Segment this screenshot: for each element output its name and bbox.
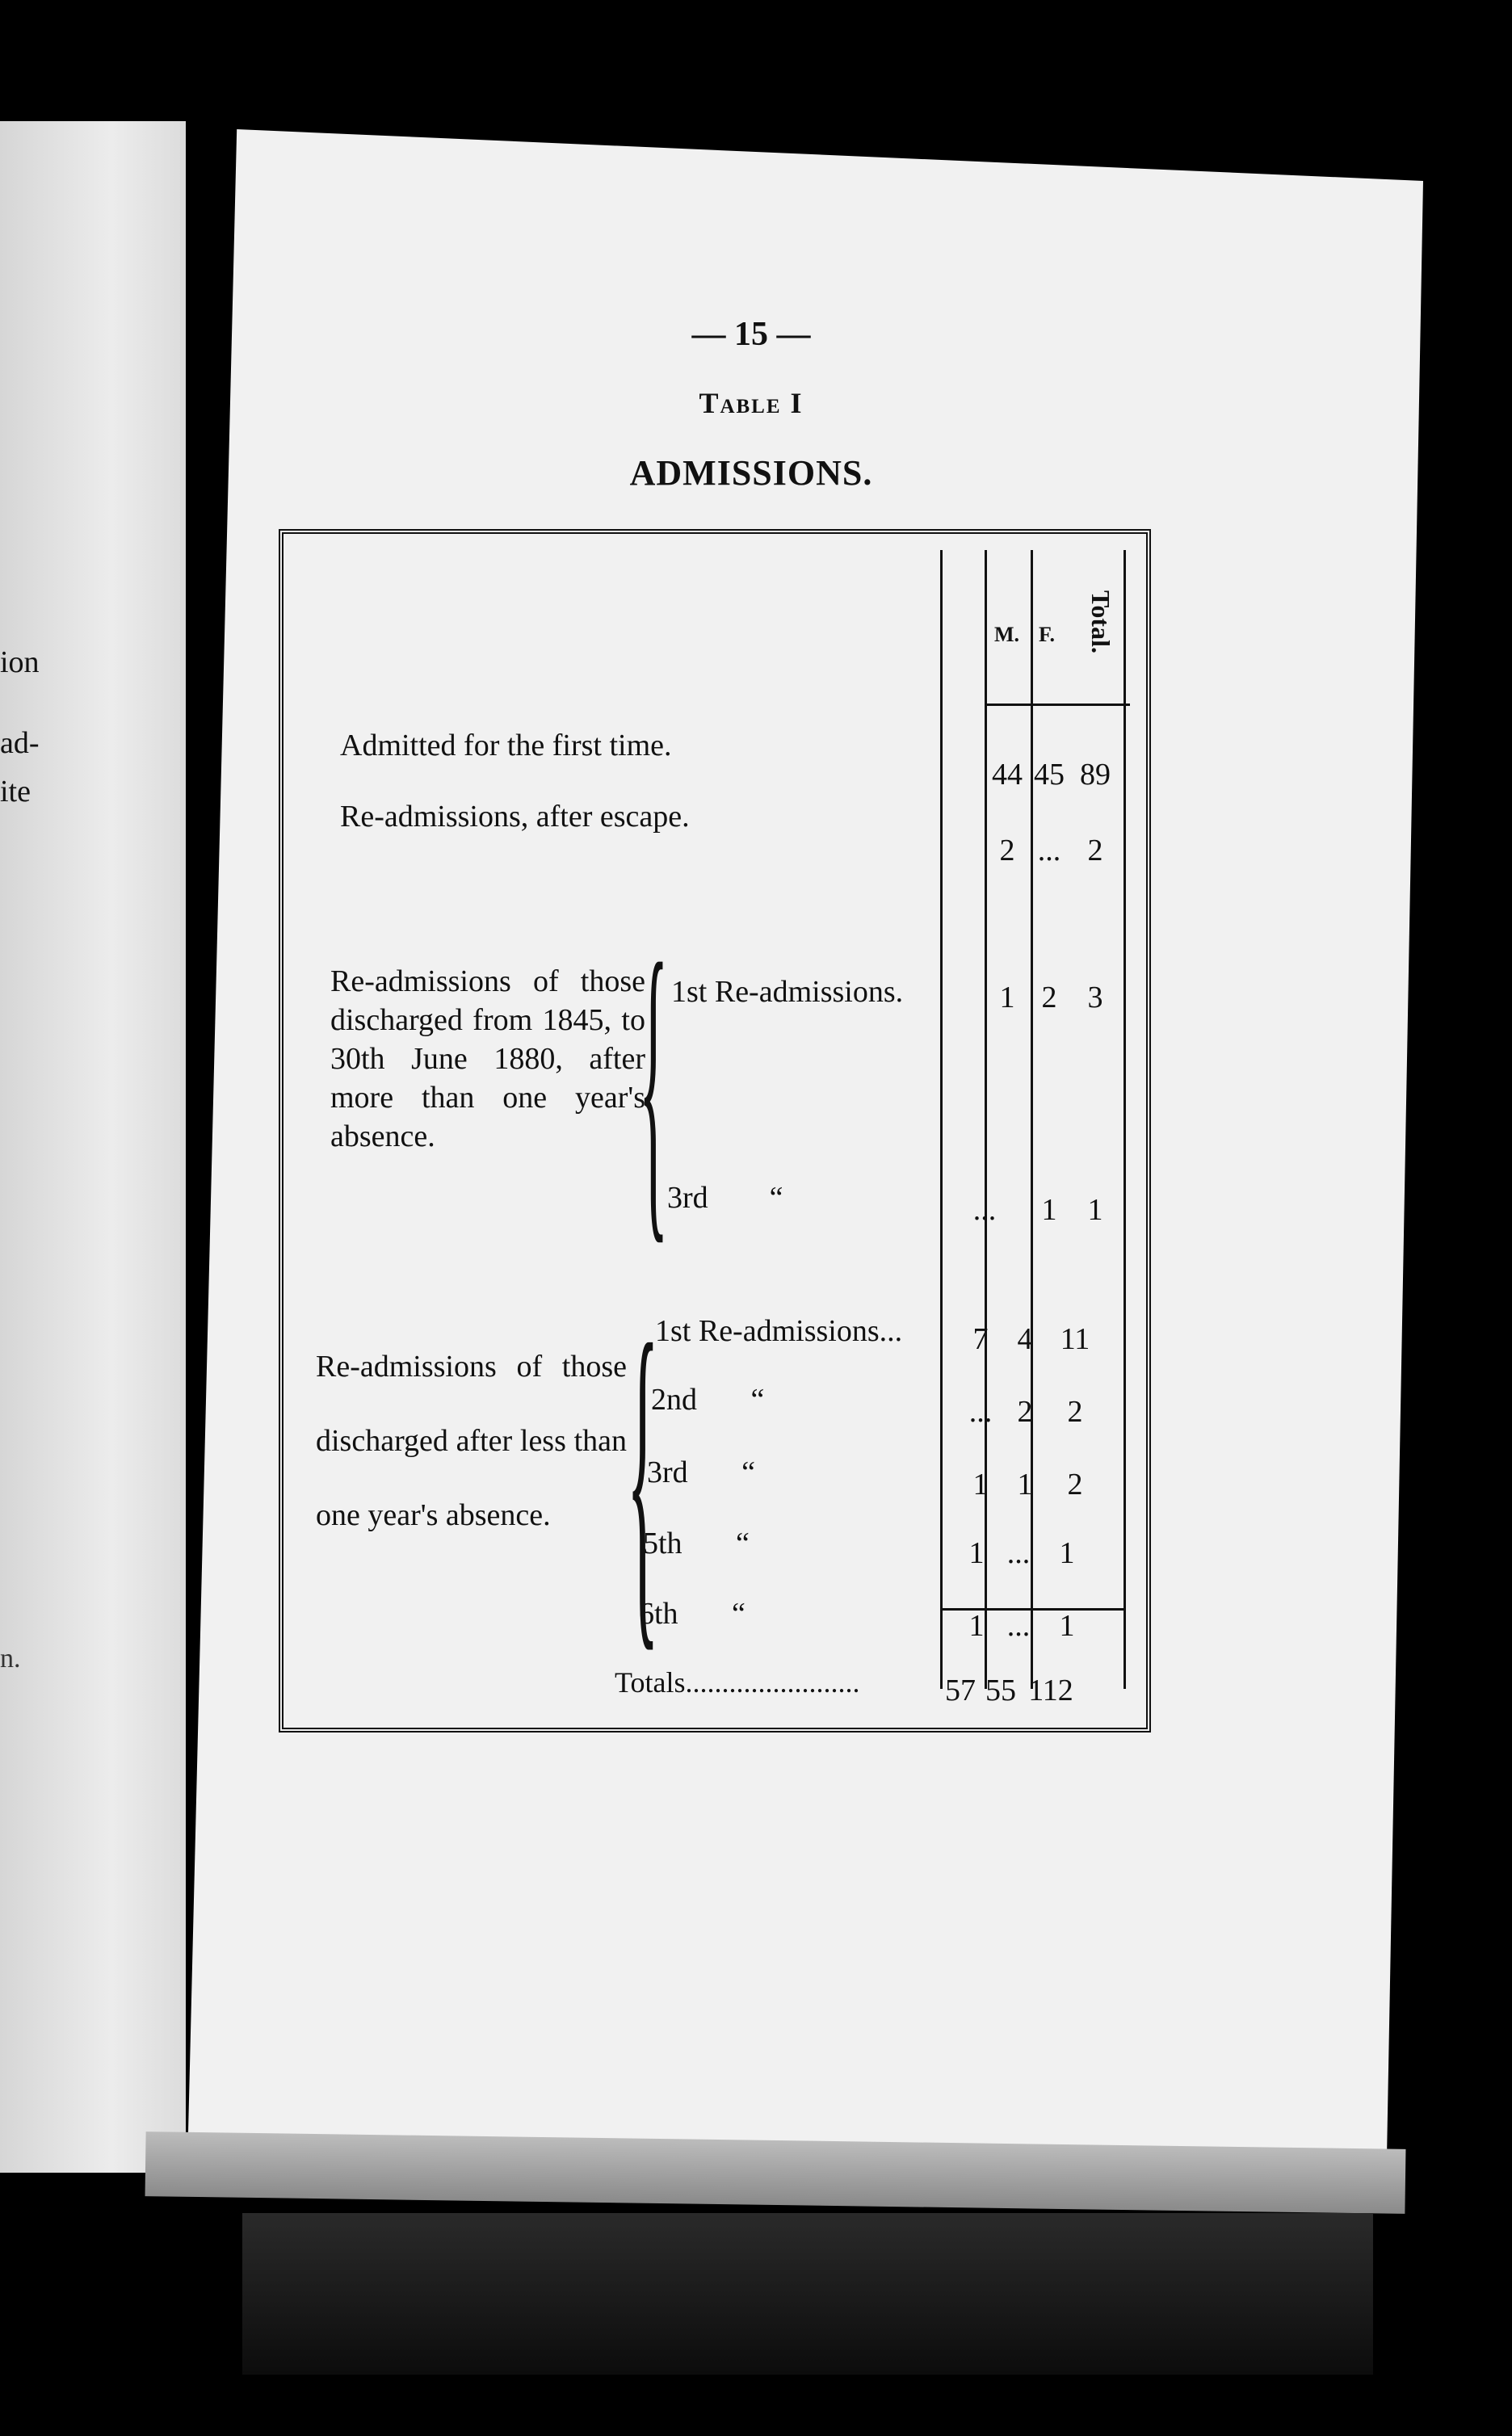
left-page-text-lower: [0, 1640, 48, 1678]
group1-description: Re-admissions of those discharged from 1845, to 30th June 1880, after more than one year's absence.: [330, 964, 645, 1153]
grand-total: 112: [1028, 1674, 1073, 1707]
left-page-text: [0, 638, 48, 816]
column-header-f: F.: [1039, 623, 1055, 646]
column-rule: [985, 550, 987, 1689]
group2-row-label: 1st Re-admissions...: [655, 1314, 903, 1348]
cell-m: 1: [999, 981, 1015, 1014]
cell-f: 1: [1041, 1193, 1057, 1227]
column-header-total: Total.: [1086, 590, 1115, 653]
cell-total: 2: [1087, 834, 1103, 867]
cell-total: 11: [1060, 1322, 1090, 1356]
cell-total: 2: [1067, 1395, 1083, 1429]
cell-f: 1: [1017, 1468, 1033, 1502]
cell-total: 1: [1087, 1193, 1103, 1227]
left-page: [0, 121, 186, 2173]
left-fragment: ion: [0, 645, 40, 679]
cell-m: 44: [992, 758, 1023, 792]
scan-background: [242, 2213, 1373, 2375]
group2-row-label: 2nd “: [651, 1383, 765, 1417]
group2-description: Re-admissions of those discharged after less than one year's absence.: [316, 1350, 627, 1532]
admissions-table: [279, 529, 1151, 1732]
page-number: — 15 —: [691, 316, 811, 353]
total-m: 57: [945, 1674, 976, 1707]
group1-row-label: 1st Re-admissions.: [671, 975, 904, 1009]
cell-total: 2: [1067, 1468, 1083, 1502]
cell-m: ...: [968, 1395, 993, 1429]
cell-f: 2: [1041, 981, 1057, 1014]
cell-f: 45: [1034, 758, 1065, 792]
cell-total: 1: [1059, 1609, 1075, 1643]
group1-brace: {: [639, 895, 669, 1270]
table-label: Table I: [699, 387, 804, 419]
column-header-m: M.: [994, 623, 1020, 646]
left-fragment: ite: [0, 775, 31, 808]
cell-m: 1: [972, 1468, 989, 1502]
cell-total: 89: [1080, 758, 1111, 792]
cell-m: 2: [999, 834, 1015, 867]
cell-f: ...: [1037, 834, 1061, 867]
column-rule: [1031, 550, 1033, 1689]
left-fragment: ad-: [0, 726, 40, 760]
left-fragment: n.: [0, 1644, 21, 1674]
cell-m: ...: [972, 1193, 997, 1227]
column-rule: [940, 550, 943, 1689]
cell-total: 3: [1087, 981, 1103, 1014]
cell-f: ...: [1006, 1536, 1031, 1570]
cell-m: 7: [972, 1322, 989, 1356]
cell-m: 1: [968, 1536, 985, 1570]
group2-row-label: 5th “: [643, 1527, 750, 1560]
group1-row-label: 3rd “: [667, 1181, 783, 1215]
table-title: ADMISSIONS.: [629, 453, 873, 493]
cell-m: 1: [968, 1609, 985, 1643]
cell-f: ...: [1006, 1609, 1031, 1643]
group2-row-label: 3rd “: [647, 1455, 756, 1489]
group2-brace: {: [627, 1269, 659, 1681]
cell-total: 1: [1059, 1536, 1075, 1570]
group2-row-label: 6th “: [639, 1597, 746, 1631]
totals-label: Totals........................: [615, 1666, 860, 1699]
row-label: Admitted for the first time.: [340, 729, 672, 762]
column-rule: [1124, 550, 1126, 1689]
cell-f: 2: [1017, 1395, 1033, 1429]
header-rule: [985, 704, 1130, 706]
total-f: 55: [985, 1674, 1016, 1707]
cell-f: 4: [1017, 1322, 1033, 1356]
row-label: Re-admissions, after escape.: [340, 800, 690, 834]
